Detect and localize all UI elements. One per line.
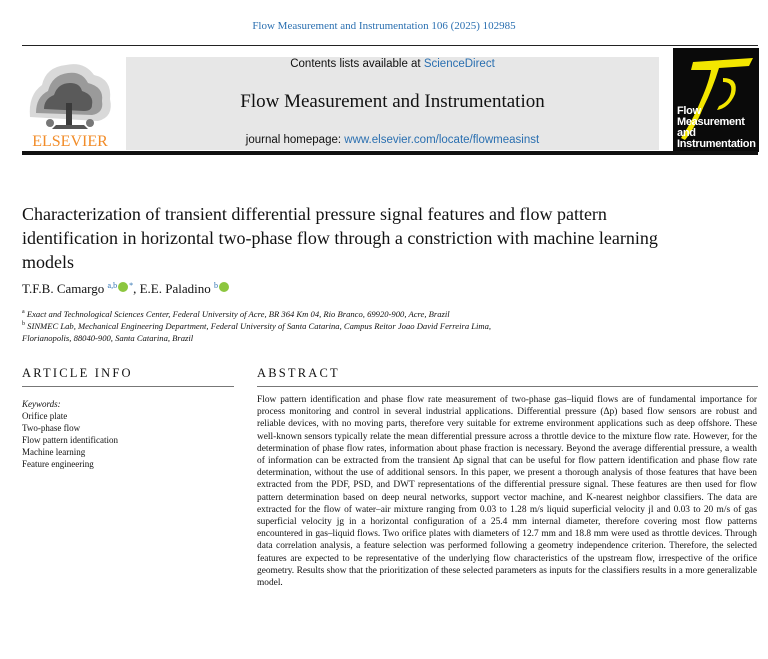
elsevier-tree-icon (22, 55, 118, 149)
keyword: Orifice plate (22, 411, 68, 421)
journal-title: Flow Measurement and Instrumentation (240, 91, 545, 112)
header-rule (22, 151, 758, 155)
author-name[interactable]: T.F.B. Camargo (22, 281, 105, 296)
keyword: Two-phase flow (22, 423, 81, 433)
homepage-line: journal homepage: www.elsevier.com/locate/flowmeasinst (245, 134, 540, 146)
keyword: Machine learning (22, 447, 86, 457)
affiliation: $^b$ SINMEC Lab, Mechanical Engineering Department, Federal University of Santa Catarina, Campus Reitor Joao David Ferreira Lima, Florianopolis, 88040-900, Santa Catarina, Brazil (22, 320, 492, 344)
cover-title: Flow Measurement and Instrumentation (677, 105, 756, 150)
keywords-block (22, 398, 118, 470)
article-info-heading: ARTICLE INFO (22, 366, 133, 380)
homepage-link[interactable]: www.elsevier.com/locate/flowmeasinst (344, 134, 540, 146)
abstract-heading: ABSTRACT (257, 366, 340, 380)
keywords-label: Keywords: (22, 399, 61, 409)
contents-line: Contents lists available at ScienceDirect (290, 58, 495, 70)
article-info-divider (22, 386, 234, 387)
top-divider (22, 45, 758, 46)
author-list: T.F.B. Camargo $^{a,b}$ *, E.E. Paladino $^b$ (22, 281, 230, 297)
abstract-divider (257, 386, 758, 387)
journal-citation[interactable]: Flow Measurement and Instrumentation 106 (2025) 102985 (252, 20, 516, 32)
sciencedirect-link[interactable]: ScienceDirect (423, 58, 495, 70)
orcid-icon[interactable] (219, 282, 229, 292)
journal-banner (126, 57, 659, 150)
article-title: Characterization of transient differential pressure signal features and flow pattern identification in horizontal two-phase flow through a constriction with machine learning models (22, 204, 658, 272)
author-name[interactable]: E.E. Paladino (139, 281, 211, 296)
orcid-icon[interactable] (118, 282, 128, 292)
corresponding-author-mark[interactable]: * (129, 281, 134, 290)
publisher-name: ELSEVIER (32, 133, 108, 149)
author-affiliation-sup[interactable]: a,b (107, 281, 118, 290)
keyword: Flow pattern identification (22, 435, 118, 445)
elsevier-logo[interactable] (22, 55, 118, 149)
affiliation: $^a$ Exact and Technological Sciences Center, Federal University of Acre, BR 364 Km 04, Rio Branco, 69920-900, Acre, Brazil (22, 308, 450, 319)
keyword: Feature engineering (22, 459, 94, 469)
abstract-text: Flow pattern identification and phase flow rate measurement of two-phase gas–liquid flows are of fundamental importance for process monitoring and control in several industrial applications. Differential pressure (Δp) based flow sensors are robust and reliable devices, with no moving parts, therefore very suitable for extreme environment applications such as deep offshore. These well-known sensors typically relate the mean differential pressure across a throttle device to the mixture flow rate. However, for the determination of phase flow rates, information about phase fraction is necessary. Beyond the average differential pressure, a wealth of information can be extracted from the transient Δp signal that can be useful for flow pattern identification and phase flow rate determination, without the use of additional sensors. In this paper, we present a thorough analysis of those features that have been extracted from the PDF, PSD, and DWT representations of the differential pressure signal. These features are then used for flow pattern determination based on deep neural networks, support vector machine, and K-nearest neighbor classifiers. The data are extracted for the flow of water–air mixture ranging from 0.03 to 1.28 m/s liquid superficial velocity jl and 0.03 to 20 m/s of gas superficial velocity jg in a horizontal configuration of a 25.4 mm internal diameter, therefore covering most flow patterns encountered in gas–liquid flows. Two orifice plates with diameters of 12.7 mm and 18.8 mm were used as throttle devices. Through data correlation analysis, a feature selection was performed following a geometry independence criterion. Therefore, the selected features are expected to be representative of the underlying flow characteristics of the upstream flow, irrespective of the orifice geometry. Results show that the prioritization of these selected parameters as inputs for the classifiers results in a more generalizable model. (257, 395, 757, 589)
author-affiliation-sup[interactable]: b (213, 281, 218, 290)
journal-cover[interactable] (673, 48, 759, 152)
